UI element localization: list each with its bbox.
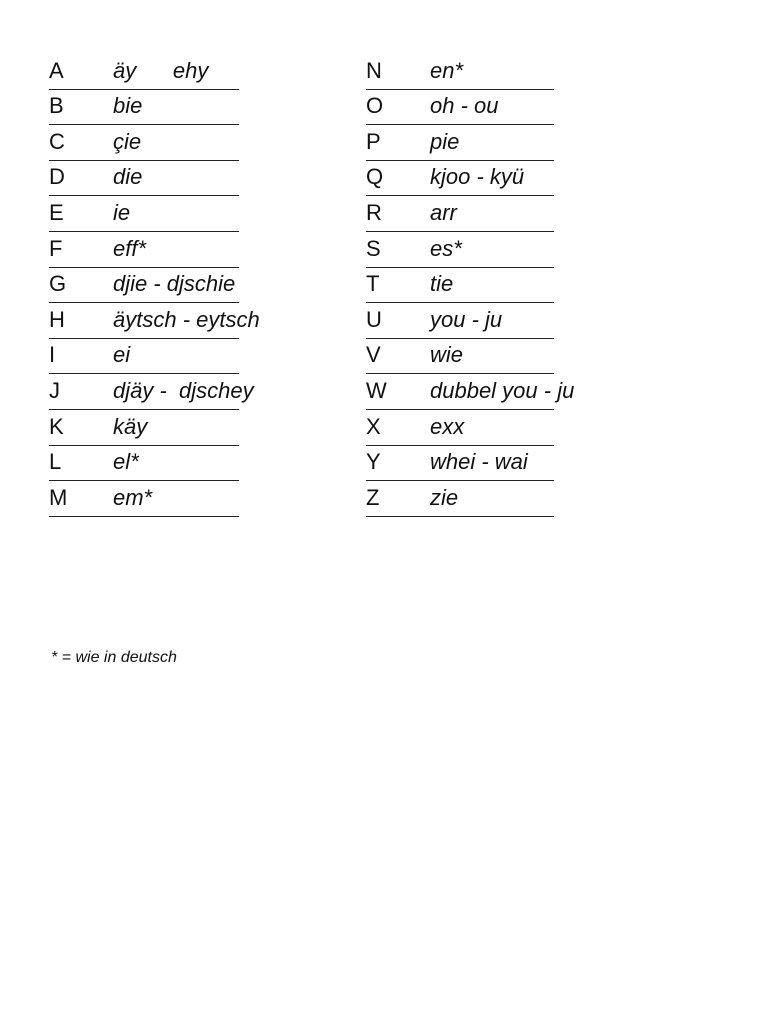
row-underline <box>366 409 554 410</box>
pronunciation-cell: çie <box>113 128 142 154</box>
pronunciation-cell: djie - djschie <box>113 271 236 297</box>
row-underline <box>366 231 554 232</box>
row-underline <box>366 124 554 125</box>
pronunciation-cell: ei <box>113 342 131 368</box>
row-underline <box>366 445 554 446</box>
row-underline <box>366 89 554 90</box>
pronunciation-cell: whei - wai <box>430 449 528 475</box>
pronunciation-cell: oh - ou <box>430 93 499 119</box>
pronunciation-cell: em* <box>113 484 153 510</box>
letter-cell: Y <box>366 449 381 475</box>
letter-cell: E <box>49 199 64 225</box>
row-underline <box>49 302 239 303</box>
pronunciation-cell: eff* <box>113 235 147 261</box>
row-underline <box>366 338 554 339</box>
row-underline <box>49 124 239 125</box>
letter-cell: C <box>49 128 65 154</box>
letter-cell: D <box>49 164 65 190</box>
pronunciation-cell: zie <box>430 484 459 510</box>
letter-cell: L <box>49 449 62 475</box>
letter-cell: T <box>366 271 380 297</box>
letter-cell: I <box>49 342 56 368</box>
footnote: * = wie in deutsch <box>51 649 177 666</box>
letter-cell: H <box>49 306 65 332</box>
row-underline <box>366 480 554 481</box>
row-underline <box>49 267 239 268</box>
letter-cell: B <box>49 93 64 119</box>
pronunciation-cell: kjoo - kyü <box>430 164 525 190</box>
pronunciation-cell: äytsch - eytsch <box>113 306 260 332</box>
row-underline <box>49 409 239 410</box>
row-underline <box>366 302 554 303</box>
pronunciation-cell: en* <box>430 57 464 83</box>
row-underline <box>366 373 554 374</box>
pronunciation-cell: exx <box>430 413 465 439</box>
row-underline <box>49 195 239 196</box>
letter-cell: V <box>366 342 381 368</box>
letter-cell: S <box>366 235 381 261</box>
pronunciation-cell: djäy - djschey <box>113 377 254 403</box>
pronunciation-cell: dubbel you - ju <box>430 377 575 403</box>
letter-cell: Z <box>366 484 380 510</box>
row-underline <box>49 373 239 374</box>
letter-cell: F <box>49 235 63 261</box>
row-underline <box>366 195 554 196</box>
letter-cell: P <box>366 128 381 154</box>
pronunciation-cell: bie <box>113 93 143 119</box>
row-underline <box>366 516 554 517</box>
letter-cell: N <box>366 57 382 83</box>
row-underline <box>49 445 239 446</box>
row-underline <box>49 160 239 161</box>
letter-cell: G <box>49 271 67 297</box>
pronunciation-cell: el* <box>113 449 139 475</box>
pronunciation-cell: arr <box>430 199 457 225</box>
letter-cell: K <box>49 413 64 439</box>
pronunciation-cell: tie <box>430 271 454 297</box>
pronunciation-cell: ie <box>113 199 131 225</box>
pronunciation-cell: wie <box>430 342 464 368</box>
row-underline <box>49 89 239 90</box>
row-underline <box>49 480 239 481</box>
letter-cell: U <box>366 306 382 332</box>
row-underline <box>49 338 239 339</box>
row-underline <box>366 267 554 268</box>
letter-cell: R <box>366 199 382 225</box>
letter-cell: W <box>366 377 387 403</box>
pronunciation-cell: äy ehy <box>113 57 209 83</box>
row-underline <box>49 231 239 232</box>
row-underline <box>366 160 554 161</box>
pronunciation-cell: es* <box>430 235 462 261</box>
pronunciation-cell: you - ju <box>430 306 503 332</box>
pronunciation-cell: die <box>113 164 143 190</box>
row-underline <box>49 516 239 517</box>
letter-cell: Q <box>366 164 384 190</box>
letter-cell: A <box>49 57 64 83</box>
letter-cell: M <box>49 484 68 510</box>
letter-cell: O <box>366 93 384 119</box>
letter-cell: J <box>49 377 60 403</box>
pronunciation-cell: käy <box>113 413 148 439</box>
pronunciation-cell: pie <box>430 128 460 154</box>
letter-cell: X <box>366 413 381 439</box>
